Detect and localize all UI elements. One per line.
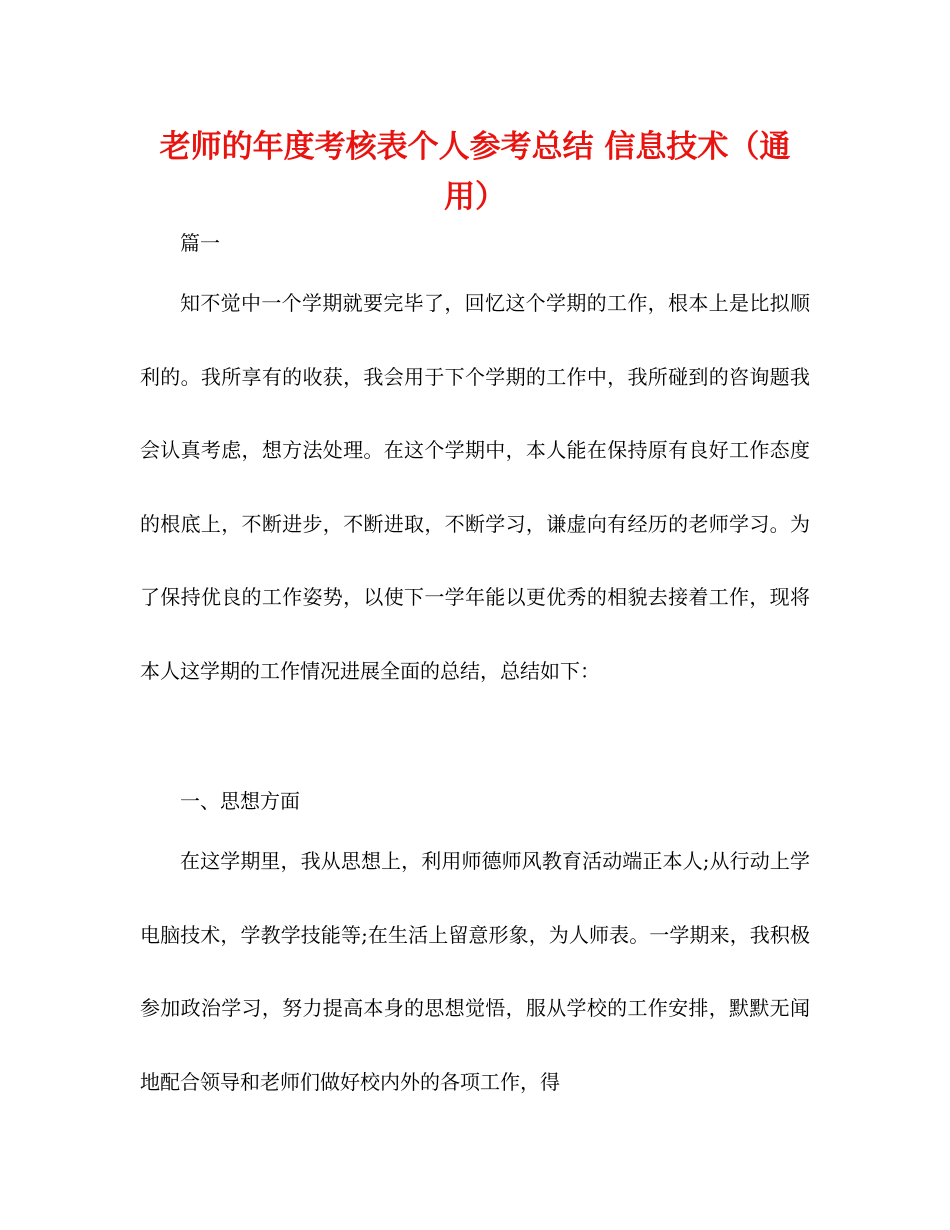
paragraph-text: 知不觉中一个学期就要完毕了，回忆这个学期的工作，根本上是比拟顺利的。我所享有的收获，我会用于下个学期的工作中，我所碰到的咨询题我会认真考虑，想方法处理。在这个学期中，本人能在保持原有良好工作态度的根底上，不断进步，不断进取，不断学习，谦虚向有经历的老师学习。为了保持优良的工作姿势，以使下一学年能以更优秀的相貌去接着工作，现将本人这学期的工作情况进展全面的总结，总结如下：: [140, 291, 810, 683]
part-heading: 篇一: [180, 231, 220, 255]
document-title: 老师的年度考核表个人参考总结 信息技术（通用）: [159, 129, 791, 215]
paragraph-thought: [140, 825, 810, 1119]
paragraph-text: 在这学期里，我从思想上，利用师德师风教育活动端正本人;从行动上学电脑技术，学教学技能等;在生活上留意形象，为人师表。一学期来，我积极参加政治学习，努力提高本身的思想觉悟，服从学校的工作安排，默默无闻地配合领导和老师们做好校内外的各项工作，得: [140, 849, 810, 1094]
paragraph-intro: [140, 267, 810, 708]
section-heading-thought: 一、思想方面: [180, 789, 300, 813]
